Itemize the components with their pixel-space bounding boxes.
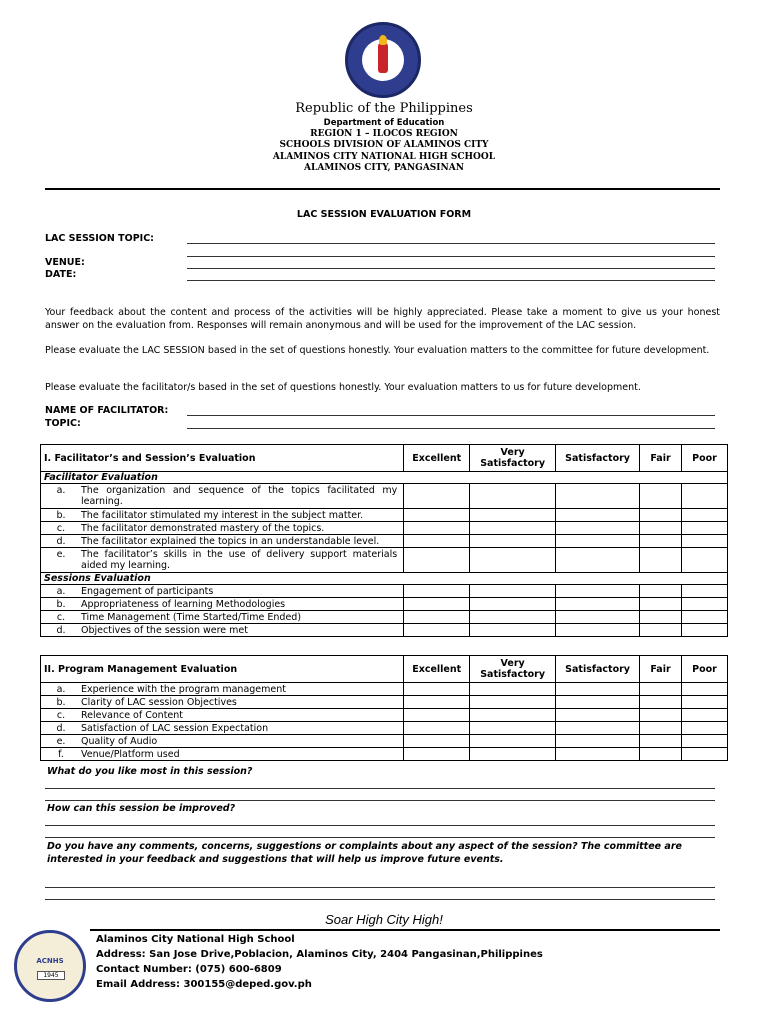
item-letter: a.: [56, 485, 66, 496]
rating-cell[interactable]: [470, 484, 556, 509]
rating-cell[interactable]: [404, 696, 470, 709]
slogan: Soar High City High!: [325, 912, 443, 927]
rating-cell[interactable]: [404, 598, 470, 611]
rating-cell[interactable]: [682, 683, 728, 696]
rating-satisfactory: Satisfactory: [556, 656, 640, 683]
location-line: ALAMINOS CITY, PANGASINAN: [304, 163, 464, 173]
rating-poor: Poor: [682, 656, 728, 683]
item-text: Clarity of LAC session Objectives: [81, 696, 237, 708]
flame-icon: [379, 35, 387, 45]
rating-cell[interactable]: [404, 522, 470, 535]
rating-cell[interactable]: [640, 624, 682, 637]
rating-very-satisfactory: Very Satisfactory: [470, 656, 556, 683]
rating-cell[interactable]: [682, 548, 728, 573]
rating-cell[interactable]: [404, 535, 470, 548]
rating-cell[interactable]: [556, 722, 640, 735]
rating-cell[interactable]: [640, 748, 682, 761]
table-row: [41, 522, 728, 535]
item-letter: e.: [56, 735, 66, 747]
topic-field-line2[interactable]: [187, 256, 715, 257]
logo-text: ACNHS: [36, 957, 64, 965]
header-divider: [45, 188, 720, 190]
item-text: The facilitator demonstrated mastery of the topics.: [81, 522, 325, 534]
table-row: [41, 484, 728, 509]
item-text: The facilitator stimulated my interest in the subject matter.: [81, 509, 364, 521]
rating-cell[interactable]: [470, 585, 556, 598]
rating-cell[interactable]: [470, 709, 556, 722]
torch-icon: [378, 43, 388, 73]
rating-cell[interactable]: [404, 548, 470, 573]
division-line: SCHOOLS DIVISION OF ALAMINOS CITY: [279, 140, 489, 150]
rating-cell[interactable]: [470, 735, 556, 748]
answer-line[interactable]: [45, 825, 715, 826]
item-letter: a.: [56, 683, 66, 695]
rating-cell[interactable]: [470, 598, 556, 611]
rating-fair: Fair: [640, 445, 682, 472]
item-letter: d.: [56, 624, 66, 636]
item-text: Satisfaction of LAC session Expectation: [81, 722, 269, 734]
rating-cell[interactable]: [404, 624, 470, 637]
facilitator-label: NAME OF FACILITATOR:: [45, 405, 169, 416]
table-row: [41, 683, 728, 696]
item-letter: a.: [56, 585, 66, 597]
table-row: [41, 696, 728, 709]
rating-cell[interactable]: [470, 522, 556, 535]
footer-school: Alaminos City National High School: [96, 934, 295, 945]
table-row: [41, 598, 728, 611]
program-evaluation-table: [40, 655, 728, 761]
rating-cell[interactable]: [556, 611, 640, 624]
intro-paragraph-3: Please evaluate the facilitator/s based in the set of questions honestly. Your evaluation matters to us for future development.: [45, 382, 641, 393]
item-letter: e.: [56, 549, 66, 560]
item-letter: c.: [56, 522, 66, 534]
item-letter: d.: [56, 722, 66, 734]
rating-cell[interactable]: [682, 598, 728, 611]
table-header-row: [41, 656, 728, 683]
rating-cell[interactable]: [470, 611, 556, 624]
rating-cell[interactable]: [556, 509, 640, 522]
region-line: REGION 1 – ILOCOS REGION: [310, 129, 458, 139]
rating-cell[interactable]: [404, 748, 470, 761]
item-text: The organization and sequence of the topics facilitated my learning.: [81, 485, 398, 507]
rating-cell[interactable]: [470, 748, 556, 761]
item-text: The facilitator explained the topics in an understandable level.: [81, 535, 380, 547]
rating-cell[interactable]: [682, 611, 728, 624]
answer-line[interactable]: [45, 837, 715, 838]
item-text: Venue/Platform used: [81, 748, 180, 760]
group-row: [41, 472, 728, 484]
group-label: Facilitator Evaluation: [41, 472, 728, 484]
question-improve: How can this session be improved?: [47, 803, 236, 814]
item-letter: d.: [56, 535, 66, 547]
item-letter: f.: [58, 748, 64, 760]
group-row: [41, 573, 728, 585]
rating-cell[interactable]: [470, 696, 556, 709]
table-header-row: [41, 445, 728, 472]
question-comments: Do you have any comments, concerns, suggestions or complaints about any aspect of the session? The committee are interested in your feedback and suggestions that will help us improve future events.: [47, 841, 682, 865]
rating-cell[interactable]: [682, 748, 728, 761]
rating-cell[interactable]: [556, 709, 640, 722]
rating-cell[interactable]: [404, 585, 470, 598]
rating-cell[interactable]: [556, 683, 640, 696]
footer-divider: [90, 929, 720, 931]
rating-cell[interactable]: [640, 522, 682, 535]
rating-cell[interactable]: [640, 484, 682, 509]
item-letter: b.: [56, 696, 66, 708]
rating-cell[interactable]: [556, 548, 640, 573]
facilitator-evaluation-table: [40, 444, 728, 637]
item-text: The facilitator’s skills in the use of delivery support materials aided my learning.: [81, 549, 398, 571]
rating-cell[interactable]: [556, 522, 640, 535]
fac-topic-field[interactable]: [187, 428, 715, 429]
rating-cell[interactable]: [640, 585, 682, 598]
rating-fair: Fair: [640, 656, 682, 683]
topic-label: LAC SESSION TOPIC:: [45, 233, 154, 244]
topic-field[interactable]: [187, 243, 715, 244]
date-label: DATE:: [45, 269, 77, 280]
item-letter: c.: [56, 611, 66, 623]
rating-cell[interactable]: [682, 522, 728, 535]
footer-address: Address: San Jose Drive,Poblacion, Alaminos City, 2404 Pangasinan,Philippines: [96, 949, 543, 960]
rating-cell[interactable]: [470, 683, 556, 696]
rating-cell[interactable]: [556, 624, 640, 637]
table-title: I. Facilitator’s and Session’s Evaluation: [41, 445, 404, 472]
item-text: Quality of Audio: [81, 735, 158, 747]
item-text: Appropriateness of learning Methodologies: [81, 598, 286, 610]
item-letter: c.: [56, 709, 66, 721]
rating-satisfactory: Satisfactory: [556, 445, 640, 472]
item-text: Relevance of Content: [81, 709, 184, 721]
deped-seal: [345, 22, 421, 98]
rating-cell[interactable]: [404, 683, 470, 696]
rating-cell[interactable]: [556, 535, 640, 548]
table-row: [41, 585, 728, 598]
rating-cell[interactable]: [682, 624, 728, 637]
answer-line[interactable]: [45, 899, 715, 900]
facilitator-field[interactable]: [187, 415, 715, 416]
form-title: LAC SESSION EVALUATION FORM: [296, 209, 472, 220]
rating-cell[interactable]: [640, 696, 682, 709]
rating-cell[interactable]: [682, 585, 728, 598]
table-row: [41, 722, 728, 735]
rating-cell[interactable]: [640, 722, 682, 735]
rating-poor: Poor: [682, 445, 728, 472]
item-letter: b.: [56, 598, 66, 610]
rating-cell[interactable]: [640, 548, 682, 573]
answer-line[interactable]: [45, 887, 715, 888]
rating-cell[interactable]: [640, 535, 682, 548]
question-like-most: What do you like most in this session?: [47, 766, 253, 777]
table-title: II. Program Management Evaluation: [41, 656, 404, 683]
rating-cell[interactable]: [404, 722, 470, 735]
rating-cell[interactable]: [556, 696, 640, 709]
rating-cell[interactable]: [682, 535, 728, 548]
rating-cell[interactable]: [556, 484, 640, 509]
table-row: [41, 748, 728, 761]
item-text: Engagement of participants: [81, 585, 214, 597]
footer-email: Email Address: 300155@deped.gov.ph: [96, 979, 312, 990]
intro-paragraph-1: Your feedback about the content and process of the activities will be highly appreciated. Please take a moment to give us your honest answer on the evaluation from. Responses will remain anonymous and will be used for the improvement of the LAC session.: [45, 307, 720, 331]
rating-cell[interactable]: [640, 709, 682, 722]
rating-cell[interactable]: [682, 696, 728, 709]
rating-cell[interactable]: [470, 722, 556, 735]
table-row: [41, 611, 728, 624]
department-line: Department of Education: [323, 118, 445, 128]
rating-cell[interactable]: [404, 484, 470, 509]
rating-cell[interactable]: [640, 598, 682, 611]
rating-cell[interactable]: [470, 548, 556, 573]
rating-cell[interactable]: [640, 683, 682, 696]
rating-cell[interactable]: [470, 535, 556, 548]
answer-line[interactable]: [45, 800, 715, 801]
rating-cell[interactable]: [404, 735, 470, 748]
rating-cell[interactable]: [404, 709, 470, 722]
rating-cell[interactable]: [640, 509, 682, 522]
rating-cell[interactable]: [556, 598, 640, 611]
rating-cell[interactable]: [640, 611, 682, 624]
rating-very-satisfactory: Very Satisfactory: [470, 445, 556, 472]
table-row: [41, 735, 728, 748]
item-text: Experience with the program management: [81, 683, 286, 695]
rating-cell[interactable]: [470, 624, 556, 637]
school-logo: [14, 930, 86, 1002]
rating-cell[interactable]: [682, 709, 728, 722]
rating-cell[interactable]: [556, 735, 640, 748]
table-row: [41, 535, 728, 548]
item-text: Time Management (Time Started/Time Ended): [81, 611, 302, 623]
rating-cell[interactable]: [682, 722, 728, 735]
intro-paragraph-2: Please evaluate the LAC SESSION based in the set of questions honestly. Your evaluation matters to the committee for future development.: [45, 345, 710, 356]
rating-cell[interactable]: [556, 748, 640, 761]
logo-year: 1945: [37, 971, 65, 980]
table-row: [41, 548, 728, 573]
rating-cell[interactable]: [404, 611, 470, 624]
rating-cell[interactable]: [404, 509, 470, 522]
item-text: Objectives of the session were met: [81, 624, 248, 636]
table-row: [41, 624, 728, 637]
rating-cell[interactable]: [556, 585, 640, 598]
rating-cell[interactable]: [682, 509, 728, 522]
rating-excellent: Excellent: [404, 656, 470, 683]
fac-topic-label: TOPIC:: [45, 418, 81, 429]
footer-contact: Contact Number: (075) 600-6809: [96, 964, 282, 975]
group-label: Sessions Evaluation: [41, 573, 728, 585]
rating-cell[interactable]: [682, 735, 728, 748]
rating-cell[interactable]: [640, 735, 682, 748]
venue-field[interactable]: [187, 268, 715, 269]
rating-excellent: Excellent: [404, 445, 470, 472]
rating-cell[interactable]: [682, 484, 728, 509]
table-row: [41, 509, 728, 522]
rating-cell[interactable]: [470, 509, 556, 522]
item-letter: b.: [56, 509, 66, 521]
venue-label: VENUE:: [45, 257, 85, 268]
answer-line[interactable]: [45, 788, 715, 789]
date-field[interactable]: [187, 280, 715, 281]
school-line: ALAMINOS CITY NATIONAL HIGH SCHOOL: [272, 152, 496, 162]
republic-line: Republic of the Philippines: [295, 101, 473, 116]
table-row: [41, 709, 728, 722]
